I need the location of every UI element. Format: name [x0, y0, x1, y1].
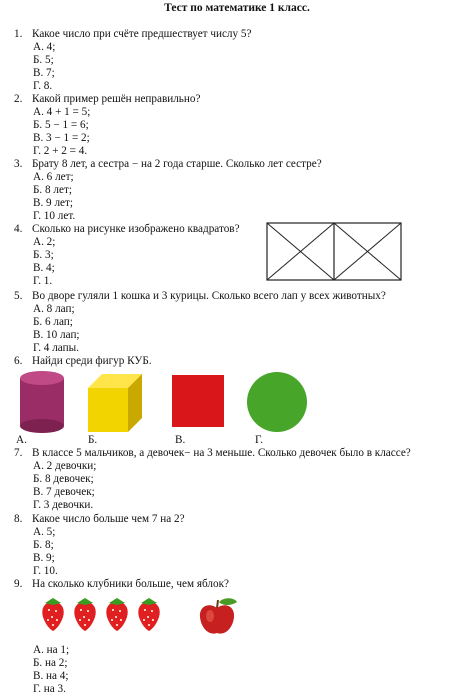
option-d[interactable]: Г. 10 лет.: [33, 209, 76, 222]
question-number: 2.: [14, 93, 23, 105]
option-a[interactable]: А. 2;: [33, 236, 56, 248]
options-9: [33, 644, 69, 696]
question-3: [14, 158, 322, 171]
question-number: 5.: [14, 290, 23, 302]
option-a[interactable]: А. 8 лап;: [33, 303, 75, 315]
option-c[interactable]: В. 9 лет;: [33, 196, 73, 209]
options-4: [33, 236, 55, 288]
question-text: Найди среди фигур КУБ.: [32, 355, 152, 367]
question-5: [14, 290, 386, 303]
strawberry-icon: [106, 598, 127, 631]
option-d[interactable]: Г. 8.: [33, 79, 53, 92]
options-8: [33, 526, 58, 578]
circle-fill: [247, 372, 307, 432]
question-text: Какой пример решён неправильно?: [32, 93, 201, 105]
cube-front-face: [88, 388, 128, 432]
strawberry-icon: [42, 598, 63, 631]
option-d[interactable]: Г. 1.: [33, 274, 53, 287]
option-b[interactable]: Б. 8 лет;: [33, 183, 72, 196]
option-a[interactable]: А. 5;: [33, 526, 56, 538]
question-4: [14, 223, 240, 236]
cylinder-top: [20, 371, 64, 385]
option-b[interactable]: Б. 5 − 1 = 6;: [33, 118, 89, 131]
question-8: [14, 513, 185, 526]
option-b[interactable]: Б. 8;: [33, 538, 54, 551]
options-3: [33, 171, 75, 223]
options-1: [33, 41, 55, 93]
option-b[interactable]: Б. 8 девочек;: [33, 472, 94, 485]
question-text: В классе 5 мальчиков, а девочек− на 3 меньше. Сколько девочек было в классе?: [32, 447, 411, 459]
question-6: [14, 355, 152, 368]
question-text: Какое число больше чем 7 на 2?: [32, 513, 185, 525]
question-2: [14, 93, 200, 106]
option-d[interactable]: Г. 2 + 2 = 4.: [33, 144, 88, 157]
option-d[interactable]: Г. на 3.: [33, 682, 66, 695]
option-b[interactable]: Б. на 2;: [33, 656, 68, 669]
option-b[interactable]: Б. 6 лап;: [33, 315, 73, 328]
question-number: 4.: [14, 223, 23, 235]
option-a[interactable]: А. 2 девочки;: [33, 460, 97, 472]
question-7: [14, 447, 411, 460]
option-c[interactable]: В. на 4;: [33, 669, 69, 682]
question-text: Брату 8 лет, а сестра − на 2 года старше. Сколько лет сестре?: [32, 158, 322, 170]
question-1: [14, 28, 251, 41]
squares-figure: [266, 222, 402, 282]
question-number: 3.: [14, 158, 23, 170]
circle-shape[interactable]: [246, 371, 308, 433]
options-2: [33, 106, 90, 158]
option-d[interactable]: Г. 3 девочки.: [33, 498, 94, 511]
square-shape[interactable]: [170, 373, 226, 429]
shape-label-c: В.: [175, 434, 186, 446]
cylinder-body: [20, 378, 64, 426]
page-title: Тест по математике 1 класс.: [164, 2, 310, 14]
option-c[interactable]: В. 9;: [33, 551, 55, 564]
strawberry-icon: [74, 598, 95, 631]
options-5: [33, 303, 80, 355]
option-d[interactable]: Г. 4 лапы.: [33, 341, 79, 354]
option-a[interactable]: А. 4 + 1 = 5;: [33, 106, 91, 118]
apple-icon: [195, 596, 241, 638]
question-number: 9.: [14, 578, 23, 590]
option-c[interactable]: В. 3 − 1 = 2;: [33, 131, 90, 144]
question-text: Какое число при счёте предшествует числу 5?: [32, 28, 252, 40]
strawberry-icon: [138, 598, 159, 631]
question-text: Во дворе гуляли 1 кошка и 3 курицы. Сколько всего лап у всех животных?: [32, 290, 386, 302]
square-fill: [172, 375, 224, 427]
question-number: 1.: [14, 28, 23, 40]
question-text: Сколько на рисунке изображено квадратов?: [32, 223, 240, 235]
option-a[interactable]: А. 4;: [33, 41, 56, 53]
option-c[interactable]: В. 4;: [33, 261, 55, 274]
cylinder-shape[interactable]: [16, 370, 68, 436]
question-9: [14, 578, 229, 591]
option-b[interactable]: Б. 5;: [33, 53, 54, 66]
option-b[interactable]: Б. 3;: [33, 248, 54, 261]
option-c[interactable]: В. 10 лап;: [33, 328, 80, 341]
shape-label-a: А.: [16, 434, 27, 446]
shape-label-b: Б.: [88, 434, 98, 446]
option-c[interactable]: В. 7 девочек;: [33, 485, 95, 498]
option-d[interactable]: Г. 10.: [33, 564, 58, 577]
question-number: 8.: [14, 513, 23, 525]
option-a[interactable]: А. 6 лет;: [33, 171, 74, 183]
shape-label-d: Г.: [255, 434, 264, 446]
option-c[interactable]: В. 7;: [33, 66, 55, 79]
option-a[interactable]: А. на 1;: [33, 644, 70, 656]
question-text: На сколько клубники больше, чем яблок?: [32, 578, 230, 590]
question-number: 7.: [14, 447, 23, 459]
strawberries-group: [38, 594, 168, 634]
options-7: [33, 460, 96, 512]
cylinder-bottom: [20, 419, 64, 433]
question-number: 6.: [14, 355, 23, 367]
cube-shape[interactable]: [84, 372, 144, 436]
